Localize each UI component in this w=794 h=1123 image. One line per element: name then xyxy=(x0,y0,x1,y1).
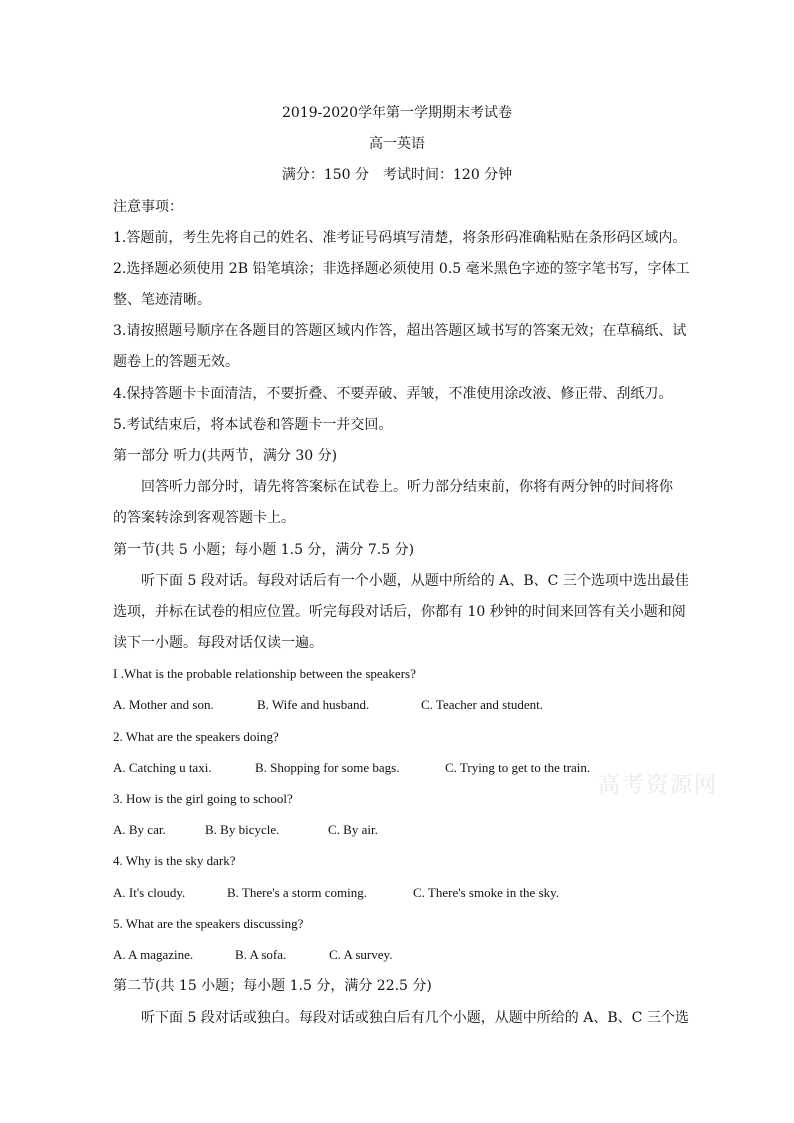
option-b: B. Wife and husband. xyxy=(257,697,370,712)
notice-line: 题卷上的答题无效。 xyxy=(113,354,239,370)
option-c: C. Teacher and student. xyxy=(421,697,543,712)
part1-intro-line: 回答听力部分时，请先将答案标在试卷上。听力部分结束前，你将有两分钟的时间将你 xyxy=(141,479,673,495)
option-a: A. It's cloudy. xyxy=(113,885,186,900)
score-and-time: 满分：150 分 考试时间：120 分钟 xyxy=(281,167,513,183)
option-a: A. A magazine. xyxy=(113,947,194,962)
notice-heading: 注意事项： xyxy=(113,199,183,215)
question-text: 2. What are the speakers doing? xyxy=(113,729,279,744)
question-text: 3. How is the girl going to school? xyxy=(113,791,293,806)
option-a: A. Mother and son. xyxy=(113,697,214,712)
option-a: A. Catching u taxi. xyxy=(113,760,212,775)
option-c: C. By air. xyxy=(328,822,378,837)
notice-line: 3.请按照题号顺序在各题目的答题区域内作答，超出答题区域书写的答案无效；在草稿纸、试 xyxy=(113,323,687,339)
section1-intro-line: 听下面 5 段对话。每段对话后有一个小题，从题中所给的 A、B、C 三个选项中选出最佳 xyxy=(141,573,689,589)
section1-intro-line: 读下一小题。每段对话仅读一遍。 xyxy=(113,635,323,651)
question-text: I .What is the probable relationship between the speakers? xyxy=(113,666,416,681)
watermark: 高考资源网 xyxy=(598,773,719,798)
option-b: B. A sofa. xyxy=(235,947,287,962)
section1-intro-line: 选项，并标在试卷的相应位置。听完每段对话后，你都有 10 秒钟的时间来回答有关小题和阅 xyxy=(113,604,686,620)
notice-line: 整、笔迹清晰。 xyxy=(113,292,211,308)
notice-line: 5.考试结束后，将本试卷和答题卡一并交回。 xyxy=(113,417,393,433)
notice-line: 2.选择题必须使用 2B 铅笔填涂；非选择题必须使用 0.5 毫米黑色字迹的签字笔书写，字体工 xyxy=(113,261,690,277)
option-c: C. There's smoke in the sky. xyxy=(413,885,560,900)
question-text: 5. What are the speakers discussing? xyxy=(113,916,304,931)
notice-line: 4.保持答题卡卡面清洁，不要折叠、不要弄破、弄皱，不准使用涂改液、修正带、刮纸刀。 xyxy=(113,386,673,402)
exam-title: 2019-2020学年第一学期期末考试卷 xyxy=(282,105,512,121)
section2-intro-line: 听下面 5 段对话或独白。每段对话或独白后有几个小题，从题中所给的 A、B、C 三个选 xyxy=(141,1010,689,1026)
part1-heading: 第一部分 听力(共两节，满分 30 分) xyxy=(113,448,338,464)
notice-line: 1.答题前，考生先将自己的姓名、准考证号码填写清楚，将条形码准确粘贴在条形码区域内。 xyxy=(113,230,687,246)
part1-intro-line: 的答案转涂到客观答题卡上。 xyxy=(113,510,295,526)
option-c: C. Trying to get to the train. xyxy=(445,760,591,775)
section1-heading: 第一节(共 5 小题；每小题 1.5 分，满分 7.5 分) xyxy=(113,542,415,558)
exam-subject: 高一英语 xyxy=(369,136,425,152)
option-b: B. There's a storm coming. xyxy=(227,885,368,900)
option-b: B. By bicycle. xyxy=(205,822,280,837)
option-b: B. Shopping for some bags. xyxy=(255,760,400,775)
option-a: A. By car. xyxy=(113,822,166,837)
option-c: C. A survey. xyxy=(329,947,393,962)
question-text: 4. Why is the sky dark? xyxy=(113,853,236,868)
section2-heading: 第二节(共 15 小题；每小题 1.5 分，满分 22.5 分) xyxy=(113,978,432,994)
